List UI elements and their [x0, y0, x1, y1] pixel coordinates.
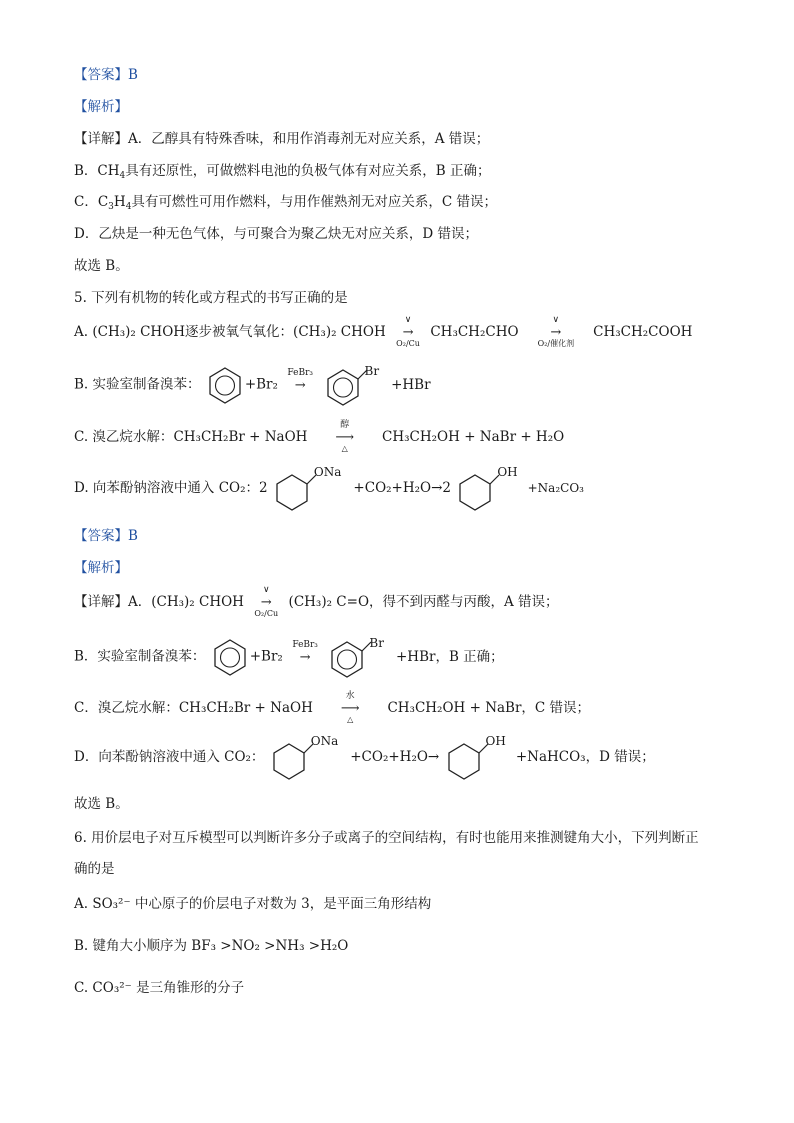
- q5-answer: 【答案】B: [74, 528, 138, 544]
- arrow-o2-cu: ∨ → O₂/Cu: [396, 315, 420, 348]
- q5-detail-c: C．溴乙烷水解：CH₃CH₂Br + NaOH 水 ⟶ △ CH₃CH₂OH + NaBr，C 错误；: [74, 691, 591, 724]
- br-label: Br: [364, 363, 380, 378]
- q5-conclusion: 故选 B。: [74, 796, 129, 812]
- q4-conclusion: 故选 B。: [74, 258, 129, 274]
- q4-detail-c: C．$C_3H_4$具有可燃性可用作燃料，与用作催熟剂无对应关系，C 错误；: [74, 194, 498, 212]
- q5-detail-a: 【详解】A．(CH₃)₂ CHOH ∨ → O₂/Cu (CH₃)₂ C=O，得不到丙醛与丙酸，A 错误；: [74, 585, 559, 618]
- q6-option-b: B. 键角大小顺序为 BF₃ >NO₂ >NH₃ >H₂O: [74, 938, 349, 954]
- oh-label: OH: [497, 465, 518, 479]
- q4-detail-d: D．乙炔是一种无色气体，与可聚合为聚乙炔无对应关系，D 错误；: [74, 226, 478, 242]
- ona-label: ONa: [310, 734, 339, 748]
- q6-option-a: A. SO₃²⁻ 中心原子的价层电子对数为 3，是平面三角形结构: [74, 896, 432, 912]
- q5-stem: 5. 下列有机物的转化或方程式的书写正确的是: [74, 290, 348, 306]
- q5-option-b: B. 实验室制备溴苯： +Br₂ FeBr₃ → Br+HBr: [74, 362, 431, 408]
- q4-detail-b: B．$CH_4$具有还原性，可做燃料电池的负极气体有对应关系，B 正确；: [74, 163, 491, 181]
- q4-detail-a: 【详解】A．乙醇具有特殊香味，和用作消毒剂无对应关系，A 错误；: [74, 131, 490, 147]
- ona-label: ONa: [313, 465, 342, 479]
- q6-option-c: C. CO₃²⁻ 是三角锥形的分子: [74, 980, 245, 996]
- q5-option-d: D. 向苯酚钠溶液中通入 CO₂：2 ONa+CO₂+H₂O→2 OH+Na₂CO₃: [74, 464, 584, 513]
- benzene-icon: [205, 365, 245, 405]
- arrow-febr3: FeBr₃ →: [292, 639, 318, 665]
- q6-stem-line2: 确的是: [74, 861, 115, 877]
- arrow-alcohol-heat: 醇 ⟶ △: [335, 420, 355, 453]
- arrow-o2-cu: ∨ → O₂/Cu: [254, 585, 279, 618]
- br-label: Br: [369, 635, 384, 650]
- arrow-water-heat: 水 ⟶ △: [340, 691, 360, 724]
- q5-option-a: A. (CH₃)₂ CHOH逐步被氧气氧化：(CH₃)₂ CHOH ∨ → O₂/Cu CH₃CH₂CHO ∨ → O₂/催化剂 CH₃CH₂COOH: [74, 315, 693, 348]
- q5-detail-b: B．实验室制备溴苯： +Br₂ FeBr₃ → Br+HBr，B 正确；: [74, 634, 504, 680]
- q5-option-c: C. 溴乙烷水解：CH₃CH₂Br + NaOH 醇 ⟶ △ CH₃CH₂OH + NaBr + H₂O: [74, 420, 565, 453]
- q4-answer: 【答案】B: [74, 67, 138, 83]
- q4-analysis: 【解析】: [74, 99, 128, 115]
- q6-stem-line1: 6. 用价层电子对互斥模型可以判断许多分子或离子的空间结构，有时也能用来推测键角大小，下列判断正: [74, 830, 699, 846]
- oh-label: OH: [485, 734, 506, 748]
- q5-analysis: 【解析】: [74, 560, 128, 576]
- arrow-o2-catalyst: ∨ → O₂/催化剂: [537, 315, 575, 348]
- benzene-icon: [210, 637, 250, 677]
- arrow-febr3: FeBr₃ →: [287, 367, 314, 393]
- q5-detail-d: D．向苯酚钠溶液中通入 CO₂： ONa+CO₂+H₂O→ OH+NaHCO₃，D 错误；: [74, 733, 655, 782]
